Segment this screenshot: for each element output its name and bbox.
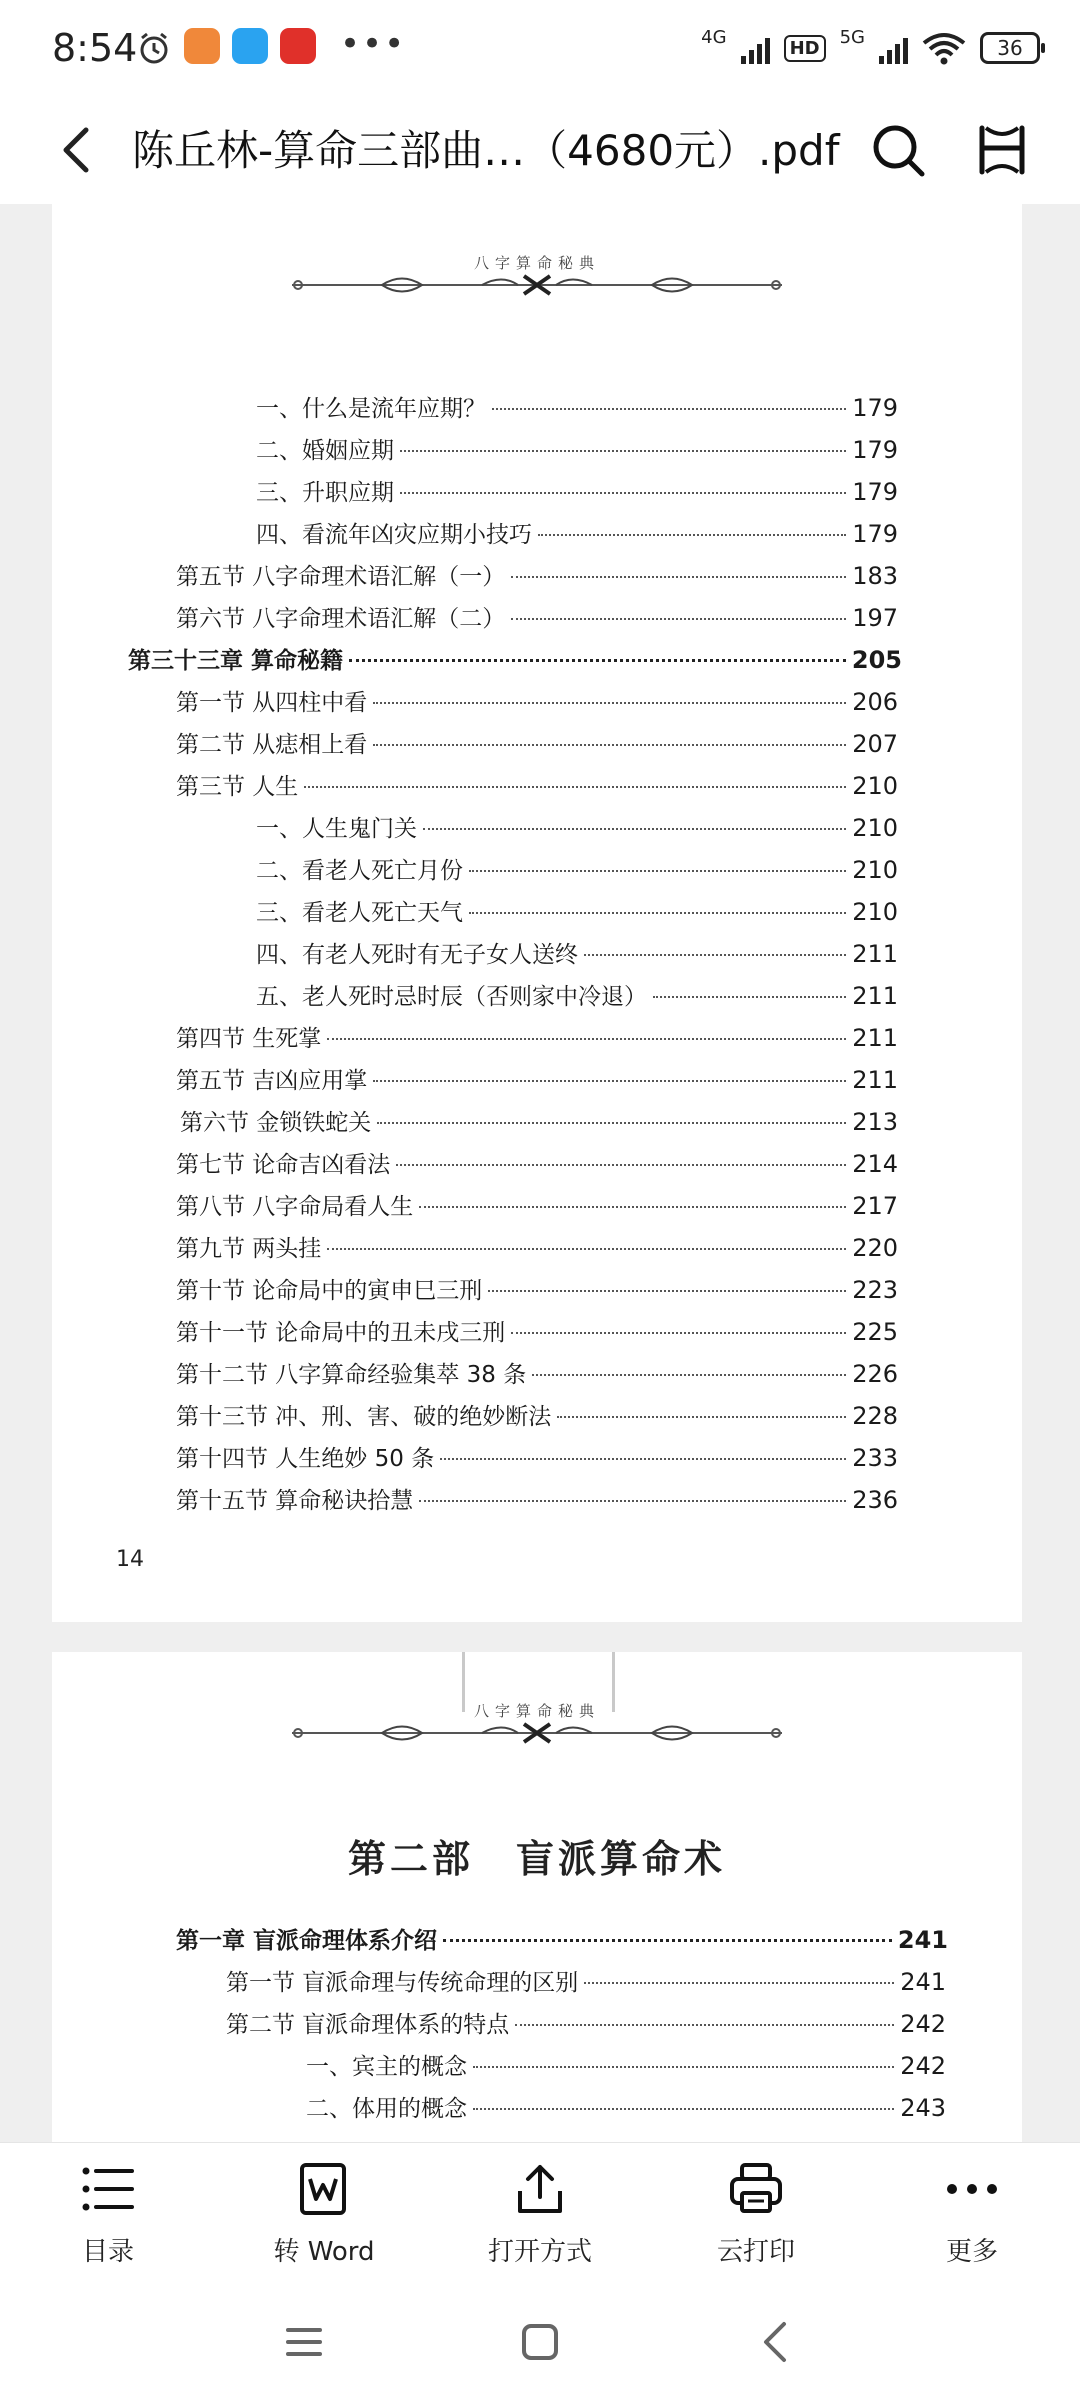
battery-indicator: 36 xyxy=(980,32,1040,64)
contents-label: 目录 xyxy=(81,2237,134,2267)
wifi-icon xyxy=(922,31,966,65)
toc-entry[interactable]: 五、老人死时忌时辰（否则家中冷退） 211 xyxy=(256,982,898,1010)
pdf-page xyxy=(52,1652,1022,2152)
news-app-icon xyxy=(280,28,316,64)
toc-entry[interactable]: 第十一节 论命局中的丑未戌三刑 225 xyxy=(176,1318,898,1346)
toc-entry[interactable]: 第十五节 算命秘诀拾慧 236 xyxy=(176,1486,898,1514)
hd-badge: HD xyxy=(784,35,826,62)
open-with-label: 打开方式 xyxy=(487,2237,592,2267)
toc-entry[interactable]: 二、看老人死亡月份 210 xyxy=(256,856,898,884)
toc-entry[interactable]: 第十节 论命局中的寅申巳三刑 223 xyxy=(176,1276,898,1304)
toc-entry[interactable]: 二、婚姻应期 179 xyxy=(256,436,898,464)
toc-chapter-entry[interactable]: 第一章 盲派命理体系介绍 241 xyxy=(176,1926,948,1954)
bottom-toolbar xyxy=(0,2142,1080,2283)
signal-icon-2 xyxy=(879,32,908,64)
running-head: 八字算命秘典 xyxy=(473,254,600,272)
system-navigation-bar xyxy=(0,2282,1080,2400)
toc-entry[interactable]: 第六节 金锁铁蛇关 213 xyxy=(180,1108,898,1136)
network-4g-label: 4G xyxy=(701,26,727,48)
toc-entry[interactable]: 第十二节 八字算命经验集萃 38 条 226 xyxy=(176,1360,898,1388)
printer-icon xyxy=(728,2161,784,2217)
home-icon[interactable] xyxy=(510,2312,570,2372)
toc-entry[interactable]: 第五节 吉凶应用掌 211 xyxy=(176,1066,898,1094)
toc-entry[interactable]: 四、看流年凶灾应期小技巧 179 xyxy=(256,520,898,548)
toc-entry[interactable]: 第十四节 人生绝妙 50 条 233 xyxy=(176,1444,898,1472)
toc-entry[interactable]: 第四节 生死掌 211 xyxy=(176,1024,898,1052)
running-head: 八字算命秘典 xyxy=(473,1702,600,1720)
page-mode-icon[interactable] xyxy=(972,120,1032,180)
status-bar xyxy=(0,0,1080,96)
toc-entry[interactable]: 三、看老人死亡天气 210 xyxy=(256,898,898,926)
toc-entry[interactable]: 一、什么是流年应期？ 179 xyxy=(256,394,898,422)
toc-entry[interactable]: 第九节 两头挂 220 xyxy=(176,1234,898,1262)
search-icon[interactable] xyxy=(868,120,928,180)
cloud-print-label: 云打印 xyxy=(716,2237,795,2267)
toc-entry[interactable]: 第八节 八字命局看人生 217 xyxy=(176,1192,898,1220)
recent-apps-icon[interactable] xyxy=(274,2312,334,2372)
toc-entry[interactable]: 第七节 论命吉凶看法 214 xyxy=(176,1150,898,1178)
toc-entry[interactable]: 第一节 从四柱中看 206 xyxy=(176,688,898,716)
convert-to-word-label: 转 Word xyxy=(273,2237,375,2267)
toc-entry[interactable]: 四、有老人死时有无子女人送终 211 xyxy=(256,940,898,968)
list-icon xyxy=(80,2161,136,2217)
toc-entry[interactable]: 第十三节 冲、刑、害、破的绝妙断法 228 xyxy=(176,1402,898,1430)
open-with-button[interactable] xyxy=(450,2143,630,2283)
status-indicators xyxy=(701,26,1040,70)
document-header xyxy=(0,96,1080,204)
toc-entry[interactable]: 第六节 八字命理术语汇解（二） 197 xyxy=(176,604,898,632)
share-icon xyxy=(512,2161,568,2217)
convert-to-word-button[interactable] xyxy=(234,2143,414,2283)
shopping-app-icon xyxy=(184,28,220,64)
part-title: 第二部 盲派算命术 xyxy=(347,1836,726,1881)
toc-entry[interactable]: 第一节 盲派命理与传统命理的区别 241 xyxy=(226,1968,946,1996)
toc-entry[interactable]: 一、宾主的概念 242 xyxy=(306,2052,946,2080)
toc-entry[interactable]: 二、体用的概念 243 xyxy=(306,2094,946,2122)
signal-icon xyxy=(741,32,770,64)
ornament-divider-icon xyxy=(292,1718,782,1748)
more-label: 更多 xyxy=(945,2237,998,2267)
back-arrow-icon[interactable] xyxy=(50,122,106,178)
alarm-icon xyxy=(136,30,172,66)
toc-entry[interactable]: 第二节 从痣相上看 207 xyxy=(176,730,898,758)
more-button[interactable] xyxy=(882,2143,1062,2283)
toc-entry[interactable]: 第二节 盲派命理体系的特点 242 xyxy=(226,2010,946,2038)
toc-chapter-entry[interactable]: 第三十三章 算命秘籍 205 xyxy=(128,646,902,674)
contents-button[interactable] xyxy=(18,2143,198,2283)
toc-entry[interactable]: 三、升职应期 179 xyxy=(256,478,898,506)
network-5g-label: 5G xyxy=(839,26,865,48)
chat-app-icon xyxy=(232,28,268,64)
toc-entry[interactable]: 第五节 八字命理术语汇解（一） 183 xyxy=(176,562,898,590)
word-doc-icon xyxy=(296,2161,352,2217)
document-title: 陈丘林-算命三部曲…（4680元）.pdf xyxy=(132,126,840,175)
more-dots-icon xyxy=(944,2161,1000,2217)
toc-entry[interactable]: 一、人生鬼门关 210 xyxy=(256,814,898,842)
more-notifications-icon: ••• xyxy=(340,24,407,64)
back-nav-icon[interactable] xyxy=(746,2312,806,2372)
pdf-page xyxy=(52,204,1022,1622)
page-number: 14 xyxy=(116,1547,144,1572)
toc-entry[interactable]: 第三节 人生 210 xyxy=(176,772,898,800)
ornament-divider-icon xyxy=(292,270,782,300)
cloud-print-button[interactable] xyxy=(666,2143,846,2283)
clock: 8:54 xyxy=(52,26,138,70)
